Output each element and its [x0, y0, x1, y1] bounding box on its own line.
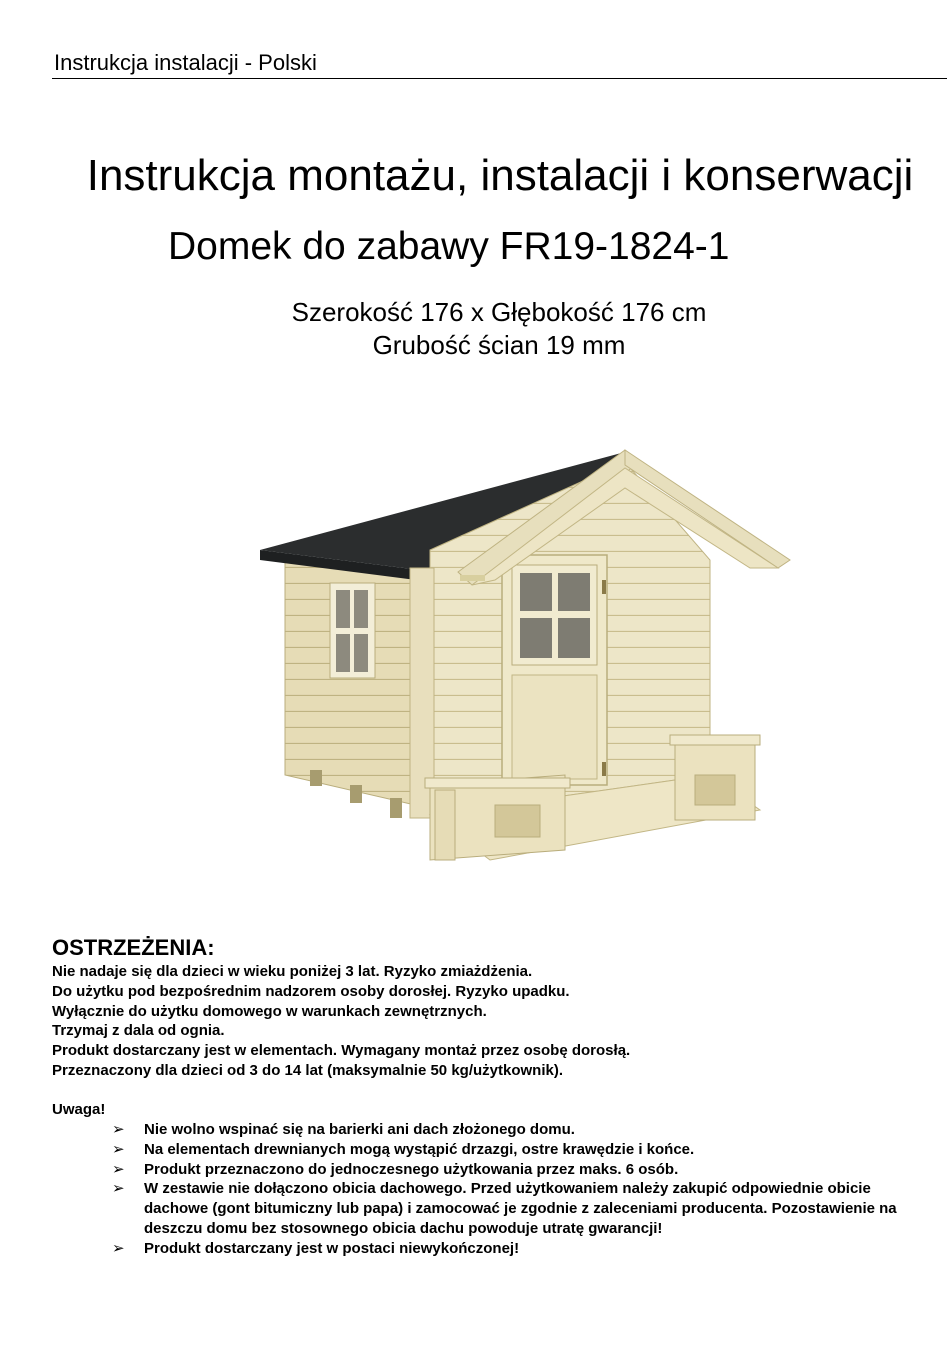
dimensions-text: Szerokość 176 x Głębokość 176 cm [291, 297, 707, 327]
warnings-title: OSTRZEŻENIA: [52, 935, 215, 960]
notice-title: Uwaga! [52, 1101, 106, 1118]
wall-thickness-text: Grubość ścian 19 mm [372, 330, 626, 360]
notice-item-text: Produkt przeznaczono do jednoczesnego użytkowania przez maks. 6 osób. [144, 1160, 679, 1178]
arrow-bullet-icon: ➢ [112, 1239, 125, 1257]
notice-item-text: Produkt dostarczany jest w postaci niewykończonej! [144, 1239, 520, 1257]
warning-item: Przeznaczony dla dzieci od 3 do 14 lat (maksymalnie 50 kg/użytkownik). [52, 1061, 563, 1079]
notice-item [112, 1179, 922, 1238]
main-title: Instrukcja montażu, instalacji i konserwacji [86, 151, 914, 200]
arrow-bullet-icon: ➢ [112, 1180, 125, 1198]
notice-list [112, 1120, 922, 1259]
warning-item: Do użytku pod bezpośrednim nadzorem osoby dorosłej. Ryzyko upadku. [52, 982, 570, 1000]
notice-item [112, 1120, 922, 1140]
notice-item-text: W zestawie nie dołączono obicia dachowego. Przed użytkowaniem należy zakupić odpowiednie obicie dachowe (gont bitumiczny lub papa) i zamocować je zgodnie z zaleceniami producenta. Pozostawienie na deszczu domu bez stosownego obicia dachu powoduje utratę gwarancji! [144, 1180, 897, 1237]
header-text: Instrukcja instalacji - Polski [54, 50, 317, 75]
notice-item-text: Na elementach drewnianych mogą wystąpić drzazgi, ostre krawędzie i końce. [144, 1140, 695, 1158]
notice-item-text: Nie wolno wspinać się na barierki ani dach złożonego domu. [144, 1121, 575, 1138]
warnings-list [52, 962, 630, 1081]
warning-item: Nie nadaje się dla dzieci w wieku poniżej 3 lat. Ryzyko zmiażdżenia. [52, 963, 533, 980]
dimensions-block [0, 296, 950, 362]
product-title: Domek do zabawy FR19-1824-1 [168, 225, 730, 268]
notice-item [112, 1160, 922, 1180]
notice-item [112, 1239, 922, 1259]
warning-item: Trzymaj z dala od ognia. [52, 1022, 225, 1040]
playhouse-illustration [250, 440, 795, 905]
page-header [52, 50, 947, 79]
arrow-bullet-icon: ➢ [112, 1121, 125, 1138]
warning-item: Produkt dostarczany jest w elementach. Wymagany montaż przez osobę dorosłą. [52, 1042, 631, 1060]
warning-item: Wyłącznie do użytku domowego w warunkach zewnętrznych. [52, 1002, 487, 1020]
arrow-bullet-icon: ➢ [112, 1140, 125, 1158]
arrow-bullet-icon: ➢ [112, 1160, 125, 1178]
notice-item [112, 1140, 922, 1160]
